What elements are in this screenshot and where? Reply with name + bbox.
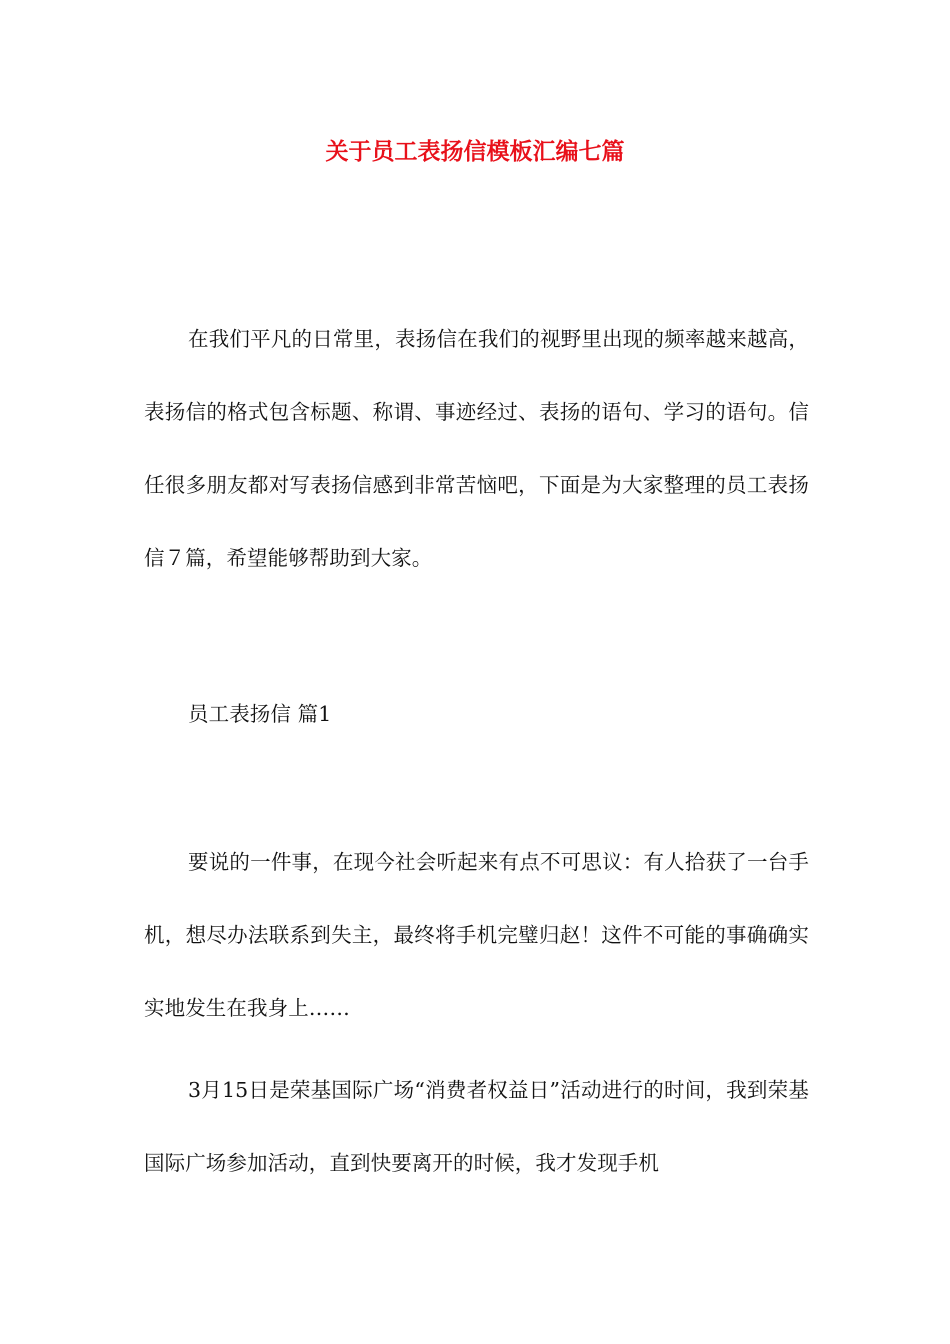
document-title: 关于员工表扬信模板汇编七篇 bbox=[325, 139, 625, 165]
body-paragraph: 3月15日是荣基国际广场“消费者权益日”活动进行的时间，我到荣基国际广场参加活动，直到快要离开的时候，我才发现手机 bbox=[144, 1078, 809, 1175]
intro-paragraph: 在我们平凡的日常里，表扬信在我们的视野里出现的频率越来越高，表扬信的格式包含标题、称谓、事迹经过、表扬的语句、学习的语句。信任很多朋友都对写表扬信感到非常苦恼吧，下面是为大家整理的员工表扬信７篇，希望能够帮助到大家。 bbox=[144, 327, 809, 570]
section-heading: 员工表扬信 篇1 bbox=[188, 702, 332, 726]
body-paragraph: 要说的一件事，在现今社会听起来有点不可思议：有人拾获了一台手机，想尽办法联系到失主，最终将手机完璧归赵！这件不可能的事确确实实地发生在我身上…… bbox=[144, 850, 809, 1020]
